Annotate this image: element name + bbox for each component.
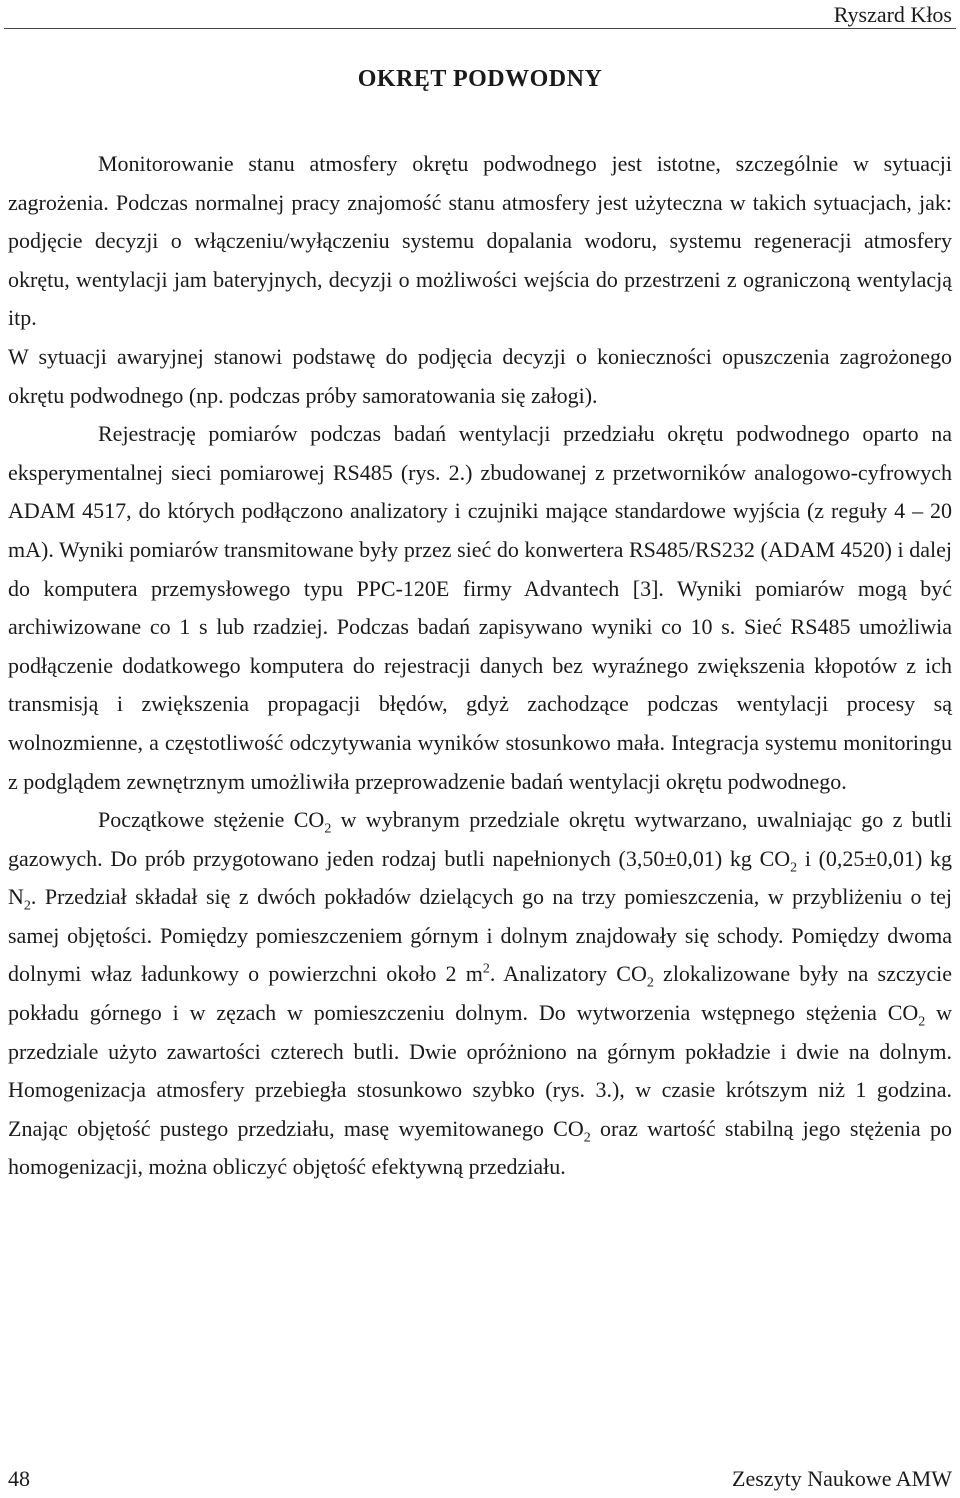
text-run: . Przedział składał się z dwóch pokładów dzielących go na trzy pomieszczenia, w przybliżeniu o tej samej objętości. Pomiędzy pomieszczeniem górnym i dolnym znajdowały się schody. Pomiędzy dwoma dolnymi właz ładunkowy o powierzchni około 2 m	[8, 884, 952, 987]
paragraph-2: W sytuacji awaryjnej stanowi podstawę do podjęcia decyzji o konieczności opuszczenia zagrożonego okrętu podwodnego (np. podczas próby samoratowania się załogi).	[8, 343, 952, 408]
paragraph-4	[8, 801, 952, 1187]
paragraph-1: Monitorowanie stanu atmosfery okrętu podwodnego jest istotne, szczególnie w sytuacji zagrożenia. Podczas normalnej pracy znajomość stanu atmosfery jest użyteczna w takich sytuacjach, jak: podjęcie decyzji o włączeniu/wyłączeniu systemu dopalania wodoru, systemu regeneracji atmosfery okrętu, wentylacji jam bateryjnych, decyzji o możliwości wejścia do przestrzeni z ograniczoną wentylacją itp.	[8, 151, 952, 331]
text-run: Początkowe stężenie CO	[98, 807, 325, 833]
page-footer	[0, 1466, 960, 1496]
paragraph-3: Rejestrację pomiarów podczas badań wentylacji przedziału okrętu podwodnego oparto na eksperymentalnej sieci pomiarowej RS485 (rys. 2.) zbudowanej z przetworników analogowo-cyfrowych ADAM 4517, do których podłączono analizatory i czujniki mające standardowe wyjścia (z reguły 4 – 20 mA). Wyniki pomiarów transmitowane były przez sieć do konwertera RS485/RS232 (ADAM 4520) i dalej do komputera przemysłowego typu PPC-120E firmy Advantech [3]. Wyniki pomiarów mogą być archiwizowane co 1 s lub rzadziej. Podczas badań zapisywano wyniki co 10 s. Sieć RS485 umożliwia podłączenie dodatkowego komputera do rejestracji danych bez wyraźnego zwiększenia kłopotów z ich transmisją i zwiększenia propagacji błędów, gdyż zachodzące podczas wentylacji procesy są wolnozmienne, a częstotliwość odczytywania wyników stosunkowo mała. Integracja systemu monitoringu z podglądem zewnętrznym umożliwiła przeprowadzenie badań wentylacji okrętu podwodnego.	[8, 421, 952, 794]
subscript: 2	[790, 860, 798, 876]
page-number: 48	[8, 1466, 30, 1491]
text-run: . Analizatory CO	[489, 961, 647, 987]
superscript: 2	[482, 962, 490, 978]
section-title: OKRĘT PODWODNY	[357, 66, 603, 92]
subscript: 2	[23, 898, 31, 914]
page-header	[0, 0, 960, 32]
text-run: w przedziale użyto zawartości czterech butli. Dwie opróżniono na górnym pokładzie i dwie na dolnym. Homogenizacja atmosfery przebiegła stosunkowo szybko (rys. 3.), w czasie krótszym niż 1 godzina. Znając objętość pustego przedziału, masę wyemitowanego CO	[8, 1000, 952, 1141]
text-run: zlokalizowane były na szczycie pokładu górnego i w zęzach w pomieszczeniu dolnym. Do wytworzenia wstępnego stężenia CO	[8, 961, 952, 1026]
header-author: Ryszard Kłos	[833, 2, 952, 27]
subscript: 2	[918, 1014, 926, 1030]
subscript: 2	[324, 821, 332, 837]
text-run: oraz wartość stabilną jego stężenia po homogenizacji, można obliczyć objętość efektywną przedziału.	[8, 1115, 953, 1180]
subscript: 2	[583, 1130, 591, 1146]
text-run: i (0,25±0,01) kg N	[8, 845, 952, 910]
text-run: w wybranym przedziale okrętu wytwarzano, uwalniając go z butli gazowych. Do prób przygotowano jeden rodzaj butli napełnionych (3,50±0,01) kg CO	[8, 807, 952, 871]
journal-name: Zeszyty Naukowe AMW	[732, 1466, 952, 1491]
body-text	[8, 145, 952, 1187]
subscript: 2	[646, 975, 654, 991]
header-rule	[4, 28, 956, 29]
